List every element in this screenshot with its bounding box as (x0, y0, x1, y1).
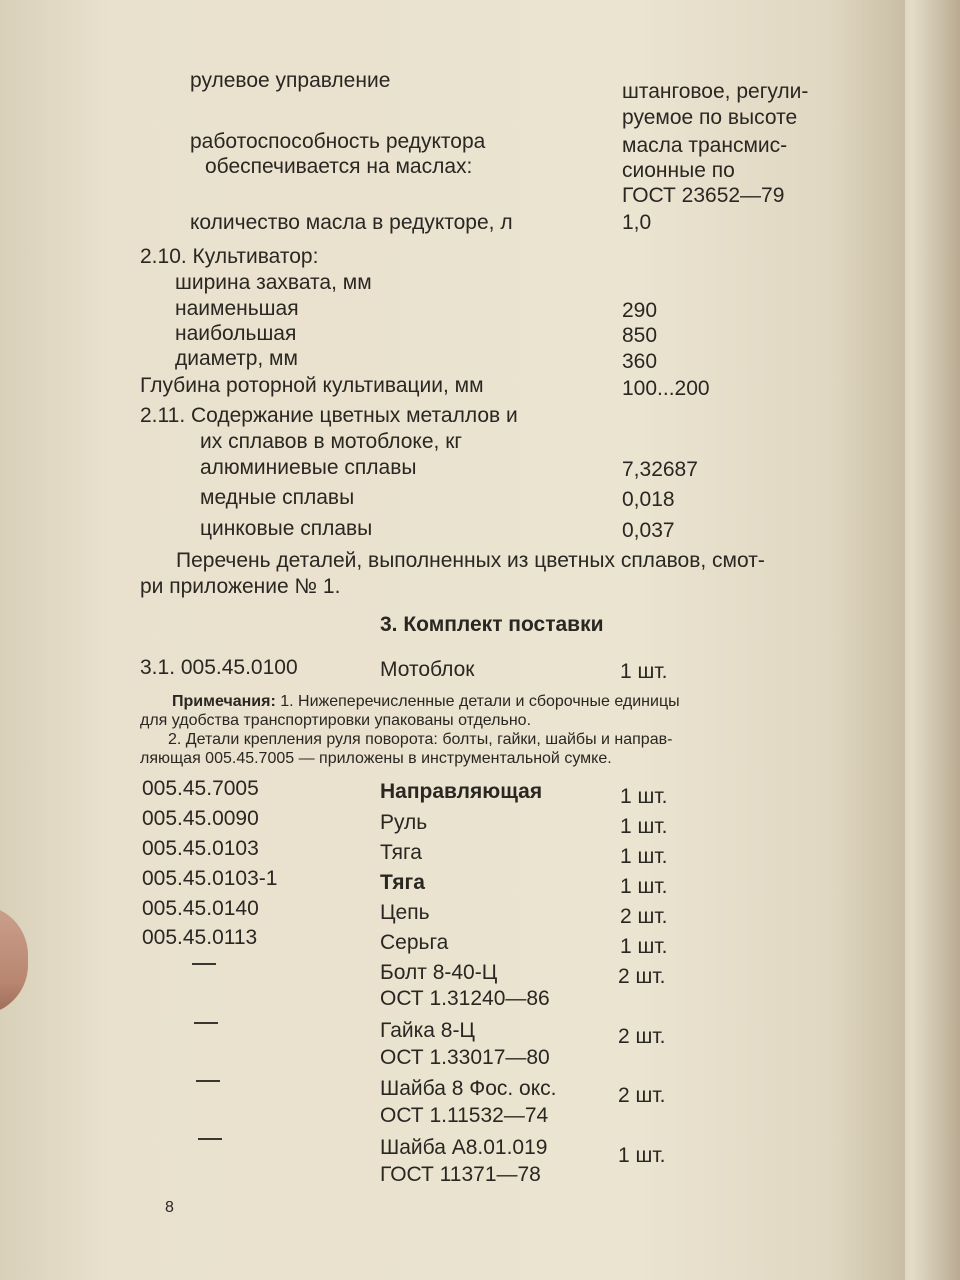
item-5-name: Цепь (380, 901, 430, 924)
item-9-dash (196, 1080, 220, 1082)
notes-label: Примечания: (172, 693, 276, 710)
diameter-value: 360 (622, 350, 658, 373)
item-1-code: 005.45.7005 (142, 777, 259, 800)
item-5-qty: 2 шт. (620, 905, 668, 928)
item-9-name-line-2: ОСТ 1.11532—74 (380, 1104, 549, 1127)
min-width-value: 290 (622, 299, 658, 322)
item-8-name-line-2: ОСТ 1.33017—80 (380, 1046, 550, 1069)
notes-text-1: 1. Нижеперечисленные детали и сборочные единицы (275, 693, 680, 710)
notes-line-4: ляющая 005.45.7005 — приложены в инструментальной сумке. (140, 750, 612, 767)
item-10-name-line-1: Шайба А8.01.019 (380, 1136, 548, 1159)
oil-label: количество масла в редукторе, л (190, 211, 513, 234)
item-2-code: 005.45.0090 (142, 807, 259, 830)
item-10-qty: 1 шт. (618, 1144, 666, 1167)
cultivator-title: 2.10. Культиватор: (140, 245, 319, 268)
item-7-name-line-2: ОСТ 1.31240—86 (380, 987, 550, 1010)
aluminium-label: алюминиевые сплавы (200, 456, 417, 479)
page-number: 8 (165, 1199, 174, 1216)
item-3-code: 005.45.0103 (142, 837, 259, 860)
item-9-qty: 2 шт. (618, 1084, 666, 1107)
copper-value: 0,018 (622, 488, 675, 511)
item-4-name: Тяга (380, 871, 425, 894)
diameter-label: диаметр, мм (175, 347, 298, 370)
item-8-dash (194, 1022, 218, 1024)
max-width-value: 850 (622, 324, 658, 347)
item-4-qty: 1 шт. (620, 875, 668, 898)
width-label: ширина захвата, мм (175, 271, 372, 294)
item-6-code: 005.45.0113 (142, 926, 258, 949)
parts-note-line-2: ри приложение № 1. (140, 575, 341, 598)
item-10-dash (198, 1138, 222, 1140)
parts-note-line-1: Перечень деталей, выполненных из цветных сплавов, смот- (176, 549, 765, 572)
item-9-name-line-1: Шайба 8 Фос. окс. (380, 1077, 557, 1100)
item-10-name-line-2: ГОСТ 11371—78 (380, 1163, 541, 1186)
reducer-value-2: сионные по (622, 159, 735, 182)
main-item-qty: 1 шт. (620, 660, 668, 683)
section-heading: 3. Комплект поставки (380, 613, 604, 636)
item-7-qty: 2 шт. (618, 965, 666, 988)
item-6-name: Серьга (380, 931, 449, 954)
metals-title-2: их сплавов в мотоблоке, кг (200, 430, 463, 453)
copper-label: медные сплавы (200, 486, 355, 509)
steering-value-2: руемое по высоте (622, 106, 798, 129)
min-width-label: наименьшая (175, 297, 299, 320)
reducer-label-2: обеспечивается на маслах: (205, 155, 473, 178)
item-7-name-line-1: Болт 8-40-Ц (380, 961, 498, 984)
depth-value: 100...200 (622, 377, 710, 400)
steering-label: рулевое управление (190, 69, 391, 92)
item-5-code: 005.45.0140 (142, 897, 259, 920)
notes-line-1 (172, 692, 680, 712)
steering-value-1: штанговое, регули- (622, 80, 809, 103)
reducer-label-1: работоспособность редуктора (190, 130, 486, 153)
item-1-name: Направляющая (380, 780, 543, 803)
item-8-qty: 2 шт. (618, 1025, 666, 1048)
item-4-code: 005.45.0103-1 (142, 867, 278, 890)
reducer-value-3: ГОСТ 23652—79 (622, 184, 785, 207)
item-3-qty: 1 шт. (620, 845, 668, 868)
max-width-label: наибольшая (175, 322, 297, 345)
item-3-name: Тяга (380, 841, 422, 864)
item-2-qty: 1 шт. (620, 815, 668, 838)
metals-title-1: 2.11. Содержание цветных металлов и (140, 404, 518, 427)
zinc-label: цинковые сплавы (200, 517, 373, 540)
item-8-name-line-1: Гайка 8-Ц (380, 1019, 475, 1042)
notes-line-2: для удобства транспортировки упакованы отдельно. (140, 712, 532, 729)
aluminium-value: 7,32687 (622, 458, 698, 481)
item-2-name: Руль (380, 811, 428, 834)
main-item-name: Мотоблок (380, 658, 475, 681)
notes-line-3: 2. Детали крепления руля поворота: болты, гайки, шайбы и направ- (168, 731, 673, 748)
depth-label: Глубина роторной культивации, мм (140, 374, 484, 397)
main-item-code: 3.1. 005.45.0100 (140, 656, 298, 679)
item-7-dash (192, 963, 216, 965)
reducer-value-1: масла трансмис- (622, 134, 788, 157)
item-1-qty: 1 шт. (620, 785, 668, 808)
oil-value: 1,0 (622, 211, 652, 234)
zinc-value: 0,037 (622, 519, 675, 542)
item-6-qty: 1 шт. (620, 935, 668, 958)
